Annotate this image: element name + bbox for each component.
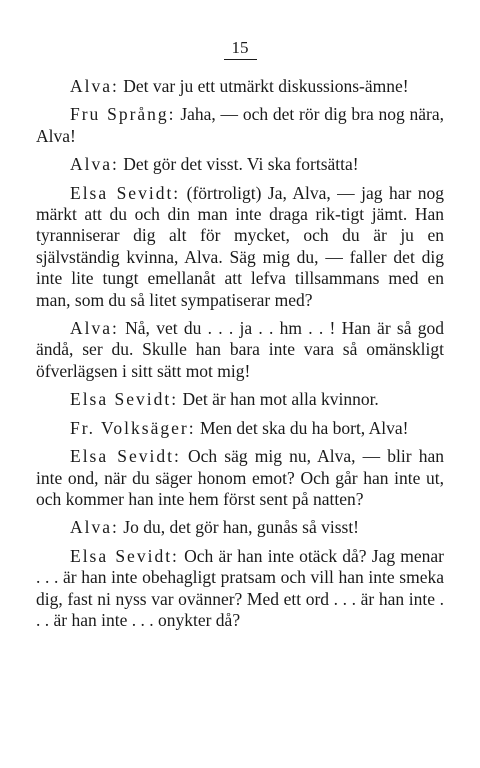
speaker-name: Alva: [70,318,119,339]
dialogue-paragraph [36,183,444,311]
dialogue-paragraph [36,154,444,175]
page-number [36,38,444,60]
book-page [36,38,444,638]
dialogue-text: Det är han mot alla kvinnor. [182,389,379,410]
dialogue-text: Jo du, det gör han, gunås så visst! [123,517,360,538]
dialogue-paragraph [36,104,444,147]
dialogue-paragraph [36,517,444,538]
speaker-name: Alva: [70,76,119,96]
dialogue-paragraph [36,76,444,97]
dialogue-text: Men det ska du ha bort, Alva! [199,417,409,438]
speaker-name: Alva: [70,517,119,538]
dialogue-text: Det gör det visst. Vi ska fortsätta! [123,154,359,175]
dialogue-text: Och säg mig nu, Alva, — blir han inte ond, när du säger honom emot? Och går han inte ut, och kommer han inte hem först sent på natten? [36,446,445,509]
page-number-text: 15 [224,38,257,60]
dialogue-text: Det var ju ett utmärkt diskussions-ämne! [123,76,409,96]
speaker-name: Elsa Sevidt: [70,182,181,203]
dialogue-paragraph [36,546,444,632]
speaker-name: Elsa Sevidt: [70,446,181,467]
speaker-name: Alva: [70,154,119,175]
dialogue-text: Nå, vet du . . . ja . . hm . . ! Han är så god ändå, ser du. Skulle han bara inte vara så omänskligt öfverlägsen i sitt sätt mot mig! [36,318,444,381]
dialogue-paragraph [36,418,444,439]
speaker-name: Elsa Sevidt: [70,389,179,410]
speaker-name: Fr. Volksäger: [70,417,196,438]
dialogue-text: (förtroligt) Ja, Alva, — jag har nog märkt att du och din man inte draga rik-tigt jämt. Han tyranniserar dig alt för mycket, och du är ju en självständig kvinna, Alva. Säg mig du, — faller det dig inte lite tungt emellanåt att lefva tillsammans med en man, som du så litet sympatiserar med? [36,182,444,310]
dialogue-text: Jaha, — och det rör dig bra nog nära, Alva! [36,104,445,146]
dialogue-text: Och är han inte otäck då? Jag menar . . . är han inte obehagligt pratsam och vill han inte smeka dig, fast ni nyss var ovänner? Med ett ord . . . är han inte . . . är han inte . . . onykter då? [36,545,445,630]
speaker-name: Fru Språng: [70,104,176,125]
dialogue-paragraph [36,446,444,510]
speaker-name: Elsa Sevidt: [70,545,179,566]
dialogue-paragraph [36,389,444,410]
dialogue-paragraph [36,318,444,382]
